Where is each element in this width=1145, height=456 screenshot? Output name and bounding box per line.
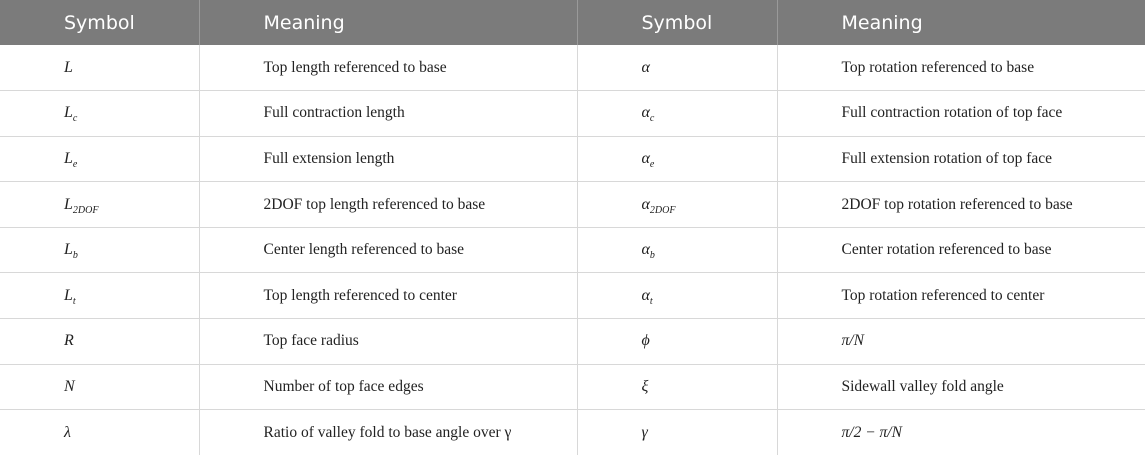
right-symbol-cell — [577, 410, 777, 456]
table-row — [0, 410, 1145, 456]
left-symbol-cell — [0, 91, 199, 137]
left-symbol-cell — [0, 227, 199, 273]
right-symbol-cell — [577, 364, 777, 410]
header-row — [0, 0, 1145, 45]
right-symbol-base: α — [641, 286, 650, 304]
right-symbol-base: α — [641, 149, 650, 167]
left-symbol-sub: 2DOF — [72, 204, 99, 216]
right-symbol-sub: 2DOF — [649, 204, 676, 216]
left-symbol-base: L — [64, 241, 73, 259]
left-meaning-cell: Ratio of valley fold to base angle over γ — [199, 410, 577, 456]
left-symbol-base: L — [64, 195, 73, 213]
left-symbol-sub: b — [72, 250, 78, 262]
right-symbol-base: ϕ — [641, 332, 650, 350]
right-symbol-sub: t — [649, 295, 653, 307]
left-symbol-sub: t — [72, 295, 76, 307]
right-meaning-cell — [777, 410, 1145, 456]
left-symbol-base: L — [64, 286, 73, 304]
right-meaning-math: π/2 − π/N — [841, 423, 902, 441]
table-row — [0, 273, 1145, 319]
header-meaning-right: Meaning — [777, 0, 1145, 45]
right-meaning-cell: Top rotation referenced to base — [777, 45, 1145, 91]
left-symbol-sub: e — [72, 158, 78, 170]
left-meaning-cell: Center length referenced to base — [199, 227, 577, 273]
left-meaning-cell: Top face radius — [199, 319, 577, 365]
right-symbol-base: α — [641, 58, 650, 76]
right-symbol-base: α — [641, 195, 650, 213]
right-meaning-cell: 2DOF top rotation referenced to base — [777, 182, 1145, 228]
left-symbol-cell — [0, 410, 199, 456]
right-symbol-base: α — [641, 104, 650, 122]
right-symbol-base: ξ — [641, 377, 649, 395]
left-symbol-cell — [0, 364, 199, 410]
left-symbol-base: R — [64, 332, 74, 350]
left-symbol-base: L — [64, 149, 73, 167]
table-header — [0, 0, 1145, 45]
table-row — [0, 319, 1145, 365]
right-symbol-base: γ — [641, 423, 648, 441]
right-meaning-math: π/N — [841, 332, 864, 350]
right-symbol-cell — [577, 136, 777, 182]
left-symbol-sub: c — [72, 113, 78, 125]
left-symbol-cell — [0, 319, 199, 365]
right-symbol-cell — [577, 45, 777, 91]
left-symbol-cell — [0, 273, 199, 319]
header-meaning-left: Meaning — [199, 0, 577, 45]
right-symbol-cell — [577, 319, 777, 365]
right-symbol-sub: e — [649, 158, 655, 170]
left-symbol-cell — [0, 136, 199, 182]
left-meaning-cell: Number of top face edges — [199, 364, 577, 410]
header-symbol-left: Symbol — [0, 0, 199, 45]
left-symbol-base: L — [64, 104, 73, 122]
left-meaning-cell: Top length referenced to base — [199, 45, 577, 91]
left-symbol-cell — [0, 45, 199, 91]
right-meaning-cell: Sidewall valley fold angle — [777, 364, 1145, 410]
table-body — [0, 45, 1145, 455]
left-symbol-base: N — [64, 377, 75, 395]
left-meaning-cell: Full contraction length — [199, 91, 577, 137]
right-symbol-cell — [577, 91, 777, 137]
table-row — [0, 227, 1145, 273]
right-meaning-cell — [777, 319, 1145, 365]
right-symbol-sub: c — [649, 113, 655, 125]
left-symbol-base: λ — [64, 423, 71, 441]
right-meaning-cell: Top rotation referenced to center — [777, 273, 1145, 319]
table-row — [0, 364, 1145, 410]
table-row — [0, 136, 1145, 182]
right-meaning-cell: Full extension rotation of top face — [777, 136, 1145, 182]
right-meaning-cell: Full contraction rotation of top face — [777, 91, 1145, 137]
right-symbol-cell — [577, 227, 777, 273]
table-row — [0, 45, 1145, 91]
right-meaning-cell: Center rotation referenced to base — [777, 227, 1145, 273]
left-meaning-cell: Full extension length — [199, 136, 577, 182]
right-symbol-cell — [577, 273, 777, 319]
right-symbol-cell — [577, 182, 777, 228]
left-symbol-cell — [0, 182, 199, 228]
table-row — [0, 182, 1145, 228]
left-meaning-cell: Top length referenced to center — [199, 273, 577, 319]
right-symbol-base: α — [641, 241, 650, 259]
header-symbol-right: Symbol — [577, 0, 777, 45]
left-symbol-base: L — [64, 58, 73, 76]
table-row — [0, 91, 1145, 137]
right-symbol-sub: b — [649, 250, 655, 262]
left-meaning-cell: 2DOF top length referenced to base — [199, 182, 577, 228]
